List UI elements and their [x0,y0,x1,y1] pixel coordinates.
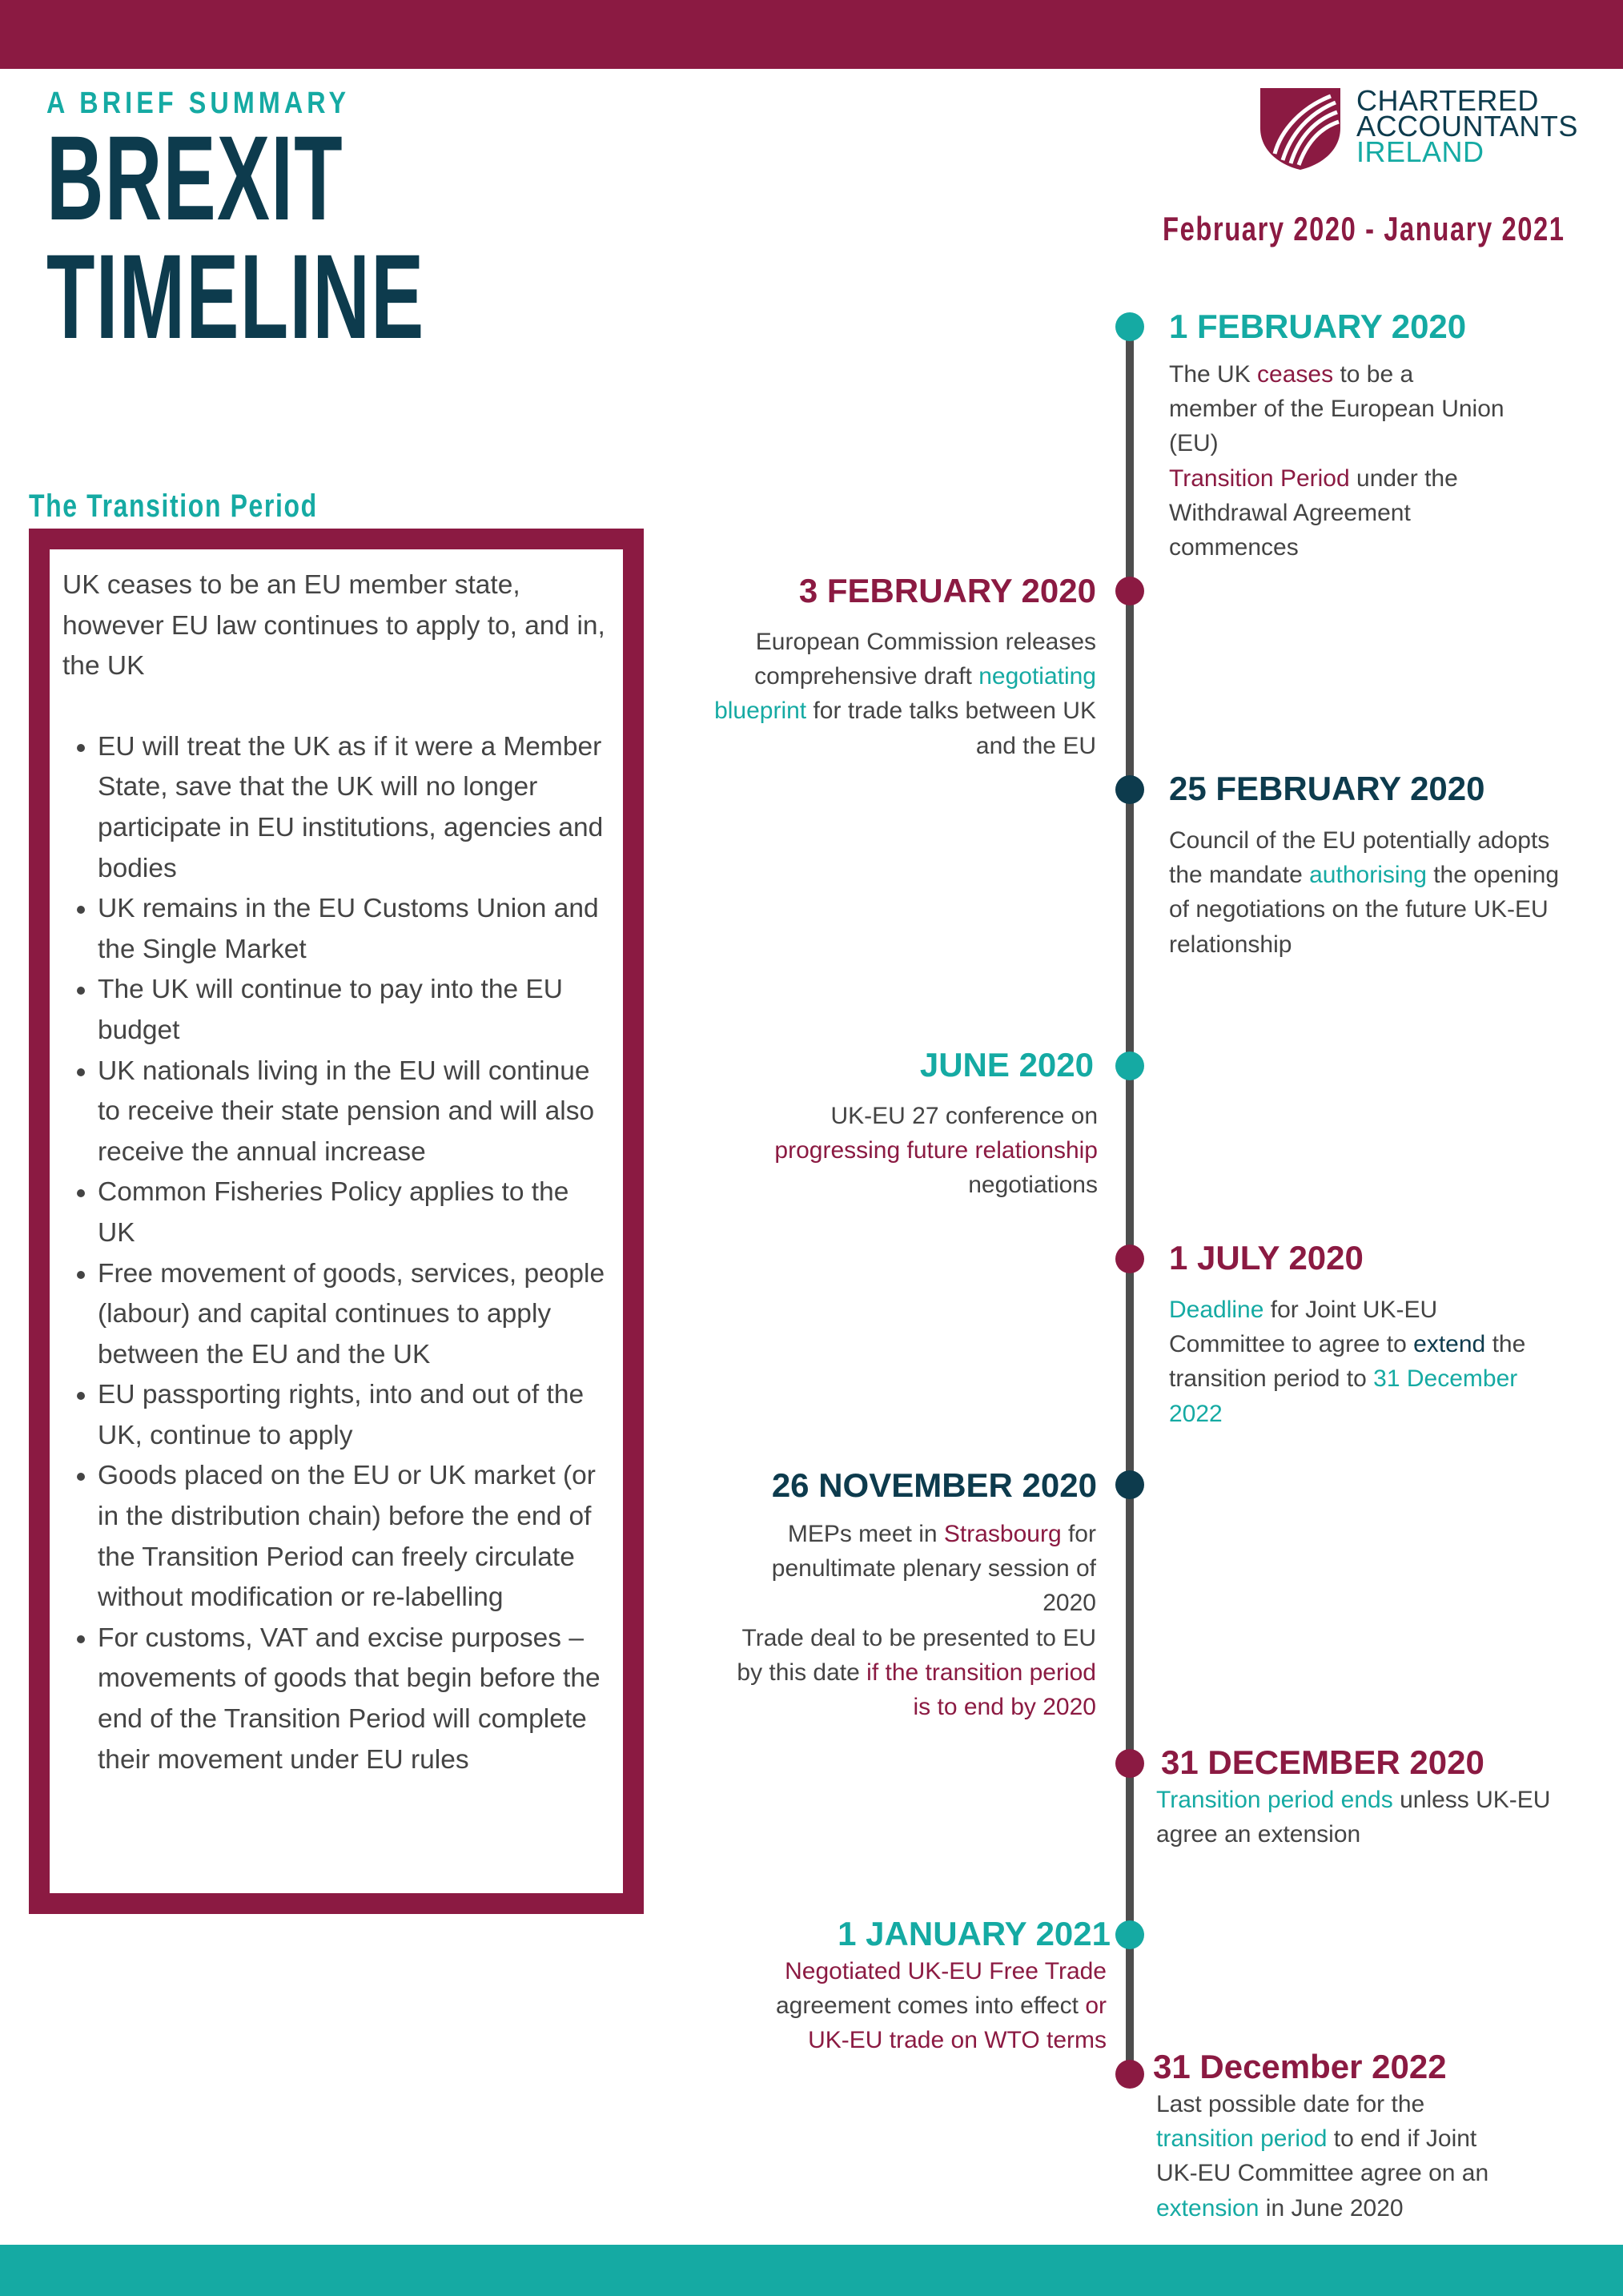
top-banner [0,0,1623,69]
event-date-feb25: 25 FEBRUARY 2020 [1169,770,1485,807]
logo-line-1: CHARTERED [1356,84,1539,117]
date-range: February 2020 - January 2021 [1163,210,1565,247]
list-item: • Free movement of goods, services, people (labour) and capital continues to apply between the EU and the UK [98,1254,612,1376]
transition-period-heading: The Transition Period [29,489,318,524]
event-desc-june: UK-EU 27 conference on progressing future relationship negotiations [774,1103,1098,1199]
timeline-dot [1115,1920,1144,1949]
event-date-dec31: 31 DECEMBER 2020 [1161,1743,1484,1781]
timeline-dot [1115,312,1144,341]
list-item: • The UK will continue to pay into the EU budget [98,970,612,1051]
event-date-nov26: 26 NOVEMBER 2020 [771,1466,1097,1504]
event-desc-dec2022: Last possible date for the transition period to end if Joint UK-EU Committee agree on an extension in June 2020 [1156,2091,1489,2222]
event-desc-feb25: Council of the EU potentially adopts the mandate authorising the opening of negotiations on the future UK-EU relationship [1169,827,1560,958]
list-item: • UK remains in the EU Customs Union and the Single Market [98,889,612,970]
bottom-banner [0,2245,1623,2296]
event-date-jan1: 1 JANUARY 2021 [838,1915,1111,1952]
event-desc-feb3: European Commission releases comprehensive draft negotiating blueprint for trade talks between UK and the EU [714,629,1096,759]
event-desc-dec31: Transition period ends unless UK-EU agree an extension [1156,1787,1551,1848]
timeline-dot [1115,775,1144,804]
timeline-dot [1115,1245,1144,1273]
event-date-feb1: 1 FEBRUARY 2020 [1169,308,1467,345]
page-title [46,111,425,364]
list-item: • Common Fisheries Policy applies to the UK [98,1172,612,1253]
transition-list [62,727,612,1780]
timeline-dot [1115,1749,1144,1778]
logo-wordmark [1356,84,1578,168]
event-date-dec2022: 31 December 2022 [1153,2048,1447,2085]
event-date-june: JUNE 2020 [919,1046,1094,1084]
timeline-dot [1115,577,1144,605]
timeline-dot [1115,2060,1144,2089]
event-desc-feb1: The UK ceases to be a member of the European Union (EU) Transition Period under the Withdrawal Agreement commences [1169,361,1504,561]
list-item: • EU passporting rights, into and out of the UK, continue to apply [98,1375,612,1456]
transition-intro: UK ceases to be an EU member state, however EU law continues to apply to, and in, the UK [62,570,605,682]
event-desc-jul1: Deadline for Joint UK-EU Committee to agree to extend the transition period to 31 December 2022 [1169,1297,1526,1427]
transition-period-content [62,565,612,1780]
timeline-dot [1115,1470,1144,1499]
chartered-accountants-logo [1259,84,1578,173]
event-desc-nov26: MEPs meet in Strasbourg for penultimate plenary session of 2020 Trade deal to be presented to EU by this date if the transition period is to end by 2020 [737,1521,1096,1721]
list-item: • UK nationals living in the EU will continue to receive their state pension and will also receive the annual increase [98,1051,612,1173]
transition-period-box [29,529,644,1914]
list-item: • For customs, VAT and excise purposes – movements of goods that begin before the end of the Transition Period will complete their movement under EU rules [98,1618,612,1780]
title-line-1: BREXIT [46,111,343,245]
event-date-jul1: 1 JULY 2020 [1169,1239,1364,1277]
shield-icon [1259,86,1342,171]
logo-line-3: IRELAND [1356,135,1484,168]
list-item: • Goods placed on the EU or UK market (or in the distribution chain) before the end of the Transition Period can freely circulate without modification or re-labelling [98,1456,612,1618]
title-line-2: TIMELINE [46,229,425,364]
transition-period-panel [50,549,623,1893]
list-item: • EU will treat the UK as if it were a Member State, save that the UK will no longer participate in EU institutions, agencies and bodies [98,727,612,889]
event-desc-jan1: Negotiated UK-EU Free Trade agreement comes into effect or UK-EU trade on WTO terms [775,1958,1107,2054]
event-date-feb3: 3 FEBRUARY 2020 [798,572,1096,609]
kicker-text: A BRIEF SUMMARY [46,86,351,120]
logo-line-2: ACCOUNTANTS [1356,110,1578,143]
timeline-dot [1115,1051,1144,1080]
